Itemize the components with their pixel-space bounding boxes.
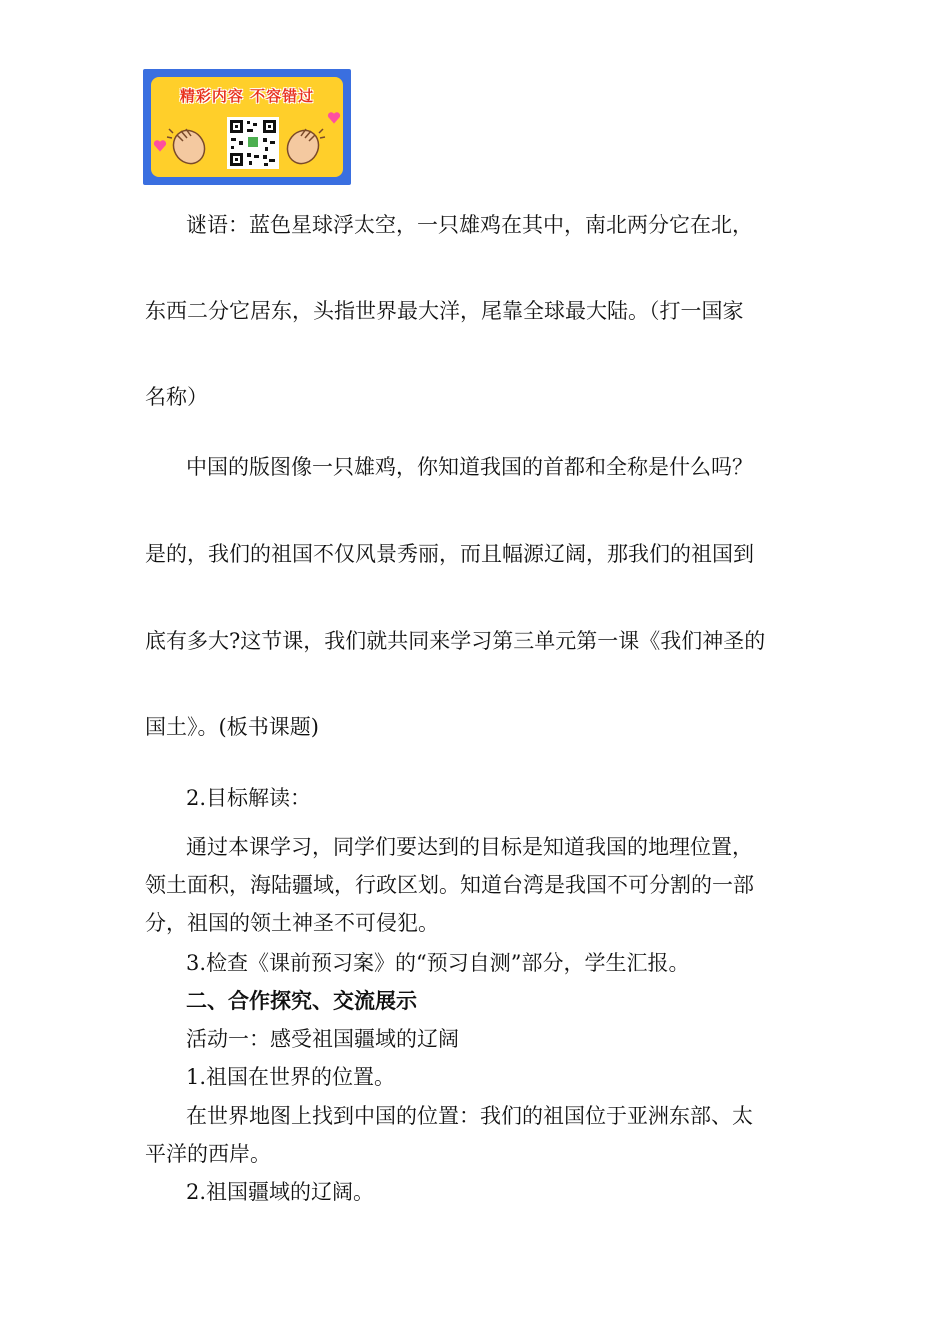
paragraph-line: 中国的版图像一只雄鸡，你知道我国的首都和全称是什么吗？ [186,455,753,479]
paragraph-line: 是的，我们的祖国不仅风景秀丽，而且幅源辽阔，那我们的祖国到 [145,542,754,566]
paragraph-line: 通过本课学习，同学们要达到的目标是知道我国的地理位置， [186,835,753,859]
section-heading: 二、合作探究、交流展示 [186,989,417,1013]
paragraph-line: 谜语：蓝色星球浮太空，一只雄鸡在其中，南北两分它在北， [186,213,753,237]
heart-icon [327,111,341,125]
paragraph-line: 1.祖国在世界的位置。 [186,1065,396,1089]
paragraph-line: 在世界地图上找到中国的位置：我们的祖国位于亚洲东部、太 [186,1104,753,1128]
paragraph-line: 名称） [145,385,208,409]
clapping-hands-icon [165,121,211,167]
paragraph-line: 东西二分它居东，头指世界最大洋，尾靠全球最大陆。（打一国家 [145,299,744,323]
paragraph-line: 领土面积，海陆疆域，行政区划。知道台湾是我国不可分割的一部 [145,873,754,897]
paragraph-line: 2.目标解读： [186,786,312,810]
qr-code-icon [227,117,279,169]
paragraph-line: 3.检查《课前预习案》的“预习自测”部分，学生汇报。 [186,951,690,975]
paragraph-line: 国土》。(板书课题) [145,715,319,739]
paragraph-line: 底有多大?这节课，我们就共同来学习第三单元第一课《我们神圣的 [145,629,766,653]
paragraph-line: 2.祖国疆域的辽阔。 [186,1180,375,1204]
heart-icon [153,139,167,153]
promo-banner[interactable] [143,69,351,185]
paragraph-line: 活动一：感受祖国疆域的辽阔 [186,1027,459,1051]
paragraph-line: 分，祖国的领土神圣不可侵犯。 [145,911,439,935]
promo-banner-panel [151,77,343,177]
promo-banner-title: 精彩内容 不容错过 [179,87,315,105]
paragraph-line: 平洋的西岸。 [145,1142,271,1166]
clapping-hands-icon [281,121,327,167]
